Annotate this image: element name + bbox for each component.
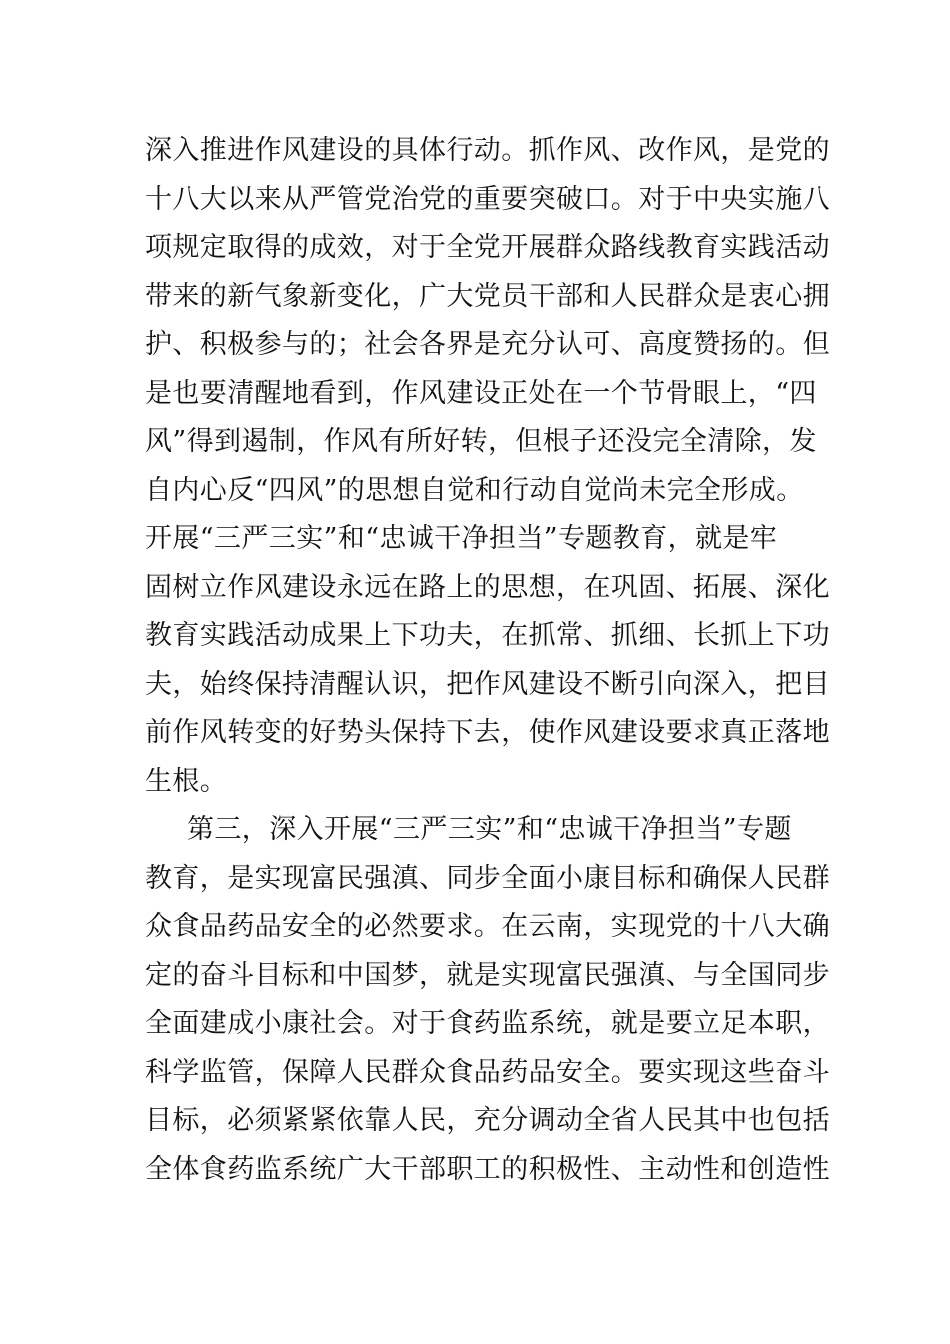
text-line: 教育实践活动成果上下功夫，在抓常、抓细、长抓上下功 <box>145 620 830 651</box>
paragraph-start-line: 第三，深入开展“三严三实”和“忠诚干净担当”专题 <box>187 814 792 845</box>
text-line: 深入推进作风建设的具体行动。抓作风、改作风，是党的 <box>145 135 830 166</box>
text-line: 风”得到遏制，作风有所好转，但根子还没完全清除，发 <box>145 426 817 457</box>
text-line: 护、积极参与的；社会各界是充分认可、高度赞扬的。但 <box>145 329 830 360</box>
text-line: 项规定取得的成效，对于全党开展群众路线教育实践活动 <box>145 232 830 263</box>
text-line: 自内心反“四风”的思想自觉和行动自觉尚未完全形成。 <box>145 474 804 506</box>
text-line: 教育，是实现富民强滇、同步全面小康目标和确保人民群 <box>145 862 830 894</box>
body-text <box>145 127 830 1194</box>
text-line: 十八大以来从严管党治党的重要突破口。对于中央实施八 <box>145 183 830 215</box>
text-line: 带来的新气象新变化，广大党员干部和人民群众是衷心拥 <box>145 280 830 312</box>
text-line: 夫，始终保持清醒认识，把作风建设不断引向深入，把目 <box>145 668 830 700</box>
text-line: 是也要清醒地看到，作风建设正处在一个节骨眼上，“四 <box>145 377 817 409</box>
text-line: 全面建成小康社会。对于食药监系统，就是要立足本职， <box>145 1008 830 1039</box>
text-line: 科学监管，保障人民群众食品药品安全。要实现这些奋斗 <box>145 1056 830 1088</box>
text-line: 生根。 <box>145 765 228 797</box>
text-line: 目标，必须紧紧依靠人民，充分调动全省人民其中也包括 <box>145 1105 830 1136</box>
text-line: 前作风转变的好势头保持下去，使作风建设要求真正落地 <box>145 717 830 748</box>
text-line: 固树立作风建设永远在路上的思想，在巩固、拓展、深化 <box>145 571 830 603</box>
text-line: 全体食药监系统广大干部职工的积极性、主动性和创造性 <box>145 1153 830 1185</box>
text-line: 开展“三严三实”和“忠诚干净担当”专题教育，就是牢 <box>145 523 778 554</box>
text-line: 众食品药品安全的必然要求。在云南，实现党的十八大确 <box>145 911 830 942</box>
text-line: 定的奋斗目标和中国梦，就是实现富民强滇、与全国同步 <box>145 959 830 991</box>
